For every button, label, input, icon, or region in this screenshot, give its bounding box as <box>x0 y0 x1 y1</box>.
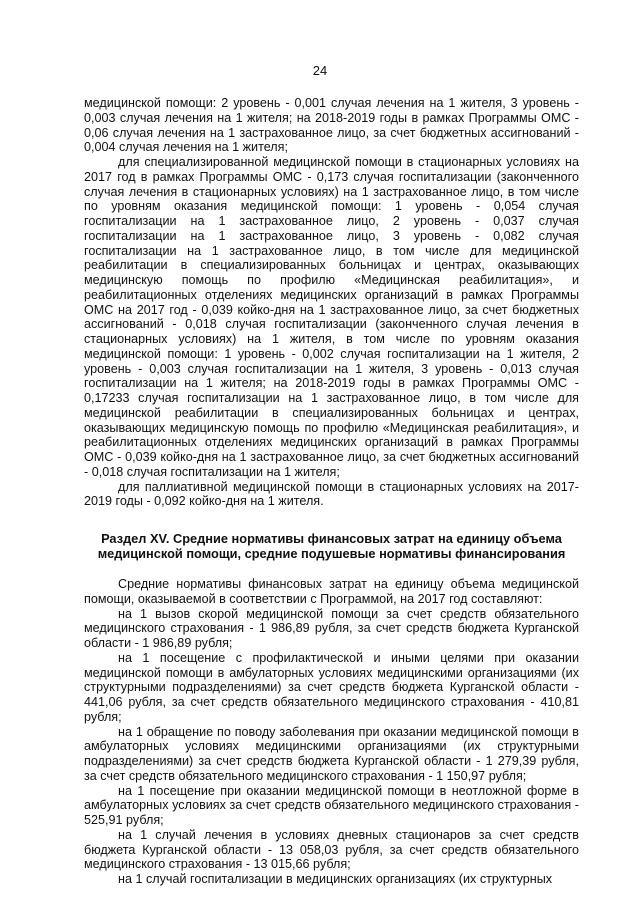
paragraph-emergency-call: на 1 вызов скорой медицинской помощи за счет средств обязательного медицинского страхования - 1 986,89 рубля, за счет средств бюджета Курганской области - 1 986,89 рубля; <box>84 606 579 650</box>
paragraph-day-hospital: на 1 случай лечения в условиях дневных стационаров за счет средств бюджета Курганской области - 13 058,03 рубля, за счет средств обязательного медицинского страхования - 13 015,66 рубля; <box>84 827 579 872</box>
page-number: 24 <box>312 63 328 78</box>
paragraph-intro: Средние нормативы финансовых затрат на единицу объема медицинской помощи, оказываемой в соответствии с Программой, на 2017 год составляют: <box>84 577 579 606</box>
section-heading: Раздел XV. Средние нормативы финансовых затрат на единицу объема медицинской помощи, средние подушевые нормативы финансирования <box>97 531 566 561</box>
paragraph-palliative-care: для паллиативной медицинской помощи в стационарных условиях на 2017-2019 годы - 0,092 койко-дня на 1 жителя. <box>84 479 579 509</box>
paragraph-continuation: медицинской помощи: 2 уровень - 0,001 случая лечения на 1 жителя, 3 уровень - 0,003 случая лечения на 1 жителя; на 2018-2019 годы в рамках Программы ОМС - 0,06 случая лечения на 1 застрахованное лицо, за счет бюджетных ассигнований - 0,004 случая лечения на 1 жителя; <box>84 96 579 155</box>
paragraph-hospitalization: на 1 случай госпитализации в медицинских организациях (их структурных <box>118 872 553 886</box>
paragraph-disease-appeal: на 1 обращение по поводу заболевания при оказании медицинской помощи в амбулаторных условиях медицинскими организациями (их структурными подразделениями) за счет средств бюджета Курганской области - 1 279,39 рубля, за счет средств обязательного медицинского страхования - 1 150,97 рубля; <box>84 724 579 783</box>
paragraph-specialized-care: для специализированной медицинской помощи в стационарных условиях на 2017 год в рамках Программы ОМС - 0,173 случая госпитализации (законченного случая лечения в стационарных условиях) на 1 застрахованное лицо, в том числе по уровням оказания медицинской помощи: 1 уровень - 0,054 случая госпитализации на 1 застрахованное лицо, 2 уровень - 0,037 случая госпитализации на 1 застрахованное лицо, 3 уровень - 0,082 случая госпитализации на 1 застрахованное лицо, в том числе для медицинской реабилитации в специализированных больницах и центрах, оказывающих медицинскую помощь по профилю «Медицинская реабилитация», и реабилитационных отделениях медицинских организаций в рамках Программы ОМС на 2017 год - 0,039 койко-дня на 1 застрахованное лицо, за счет бюджетных ассигнований - 0,018 случая госпитализации (законченного случая лечения в стационарных условиях) на 1 жителя, в том числе по уровням оказания медицинской помощи: 1 уровень - 0,002 случая госпитализации на 1 жителя, 2 уровень - 0,003 случая госпитализации на 1 жителя, 3 уровень - 0,013 случая госпитализации на 1 жителя; на 2018-2019 годы в рамках Программы ОМС - 0,17233 случая госпитализации на 1 застрахованное лицо, в том числе для медицинской реабилитации в специализированных больницах и центрах, оказывающих медицинскую помощь по профилю «Медицинская реабилитация», и реабилитационных отделениях медицинских организаций в рамках Программы ОМС - 0,039 койко-дня на 1 застрахованное лицо, за счет бюджетных ассигнований - 0,018 случая госпитализации на 1 жителя; <box>84 155 579 479</box>
document-body <box>84 96 579 887</box>
paragraph-urgent-visit: на 1 посещение при оказании медицинской помощи в неотложной форме в амбулаторных условиях за счет средств обязательного медицинского страхования - 525,91 рубля; <box>84 783 579 827</box>
paragraph-preventive-visit: на 1 посещение с профилактической и иными целями при оказании медицинской помощи в амбулаторных условиях медицинскими организациями (их структурными подразделениями) за счет средств бюджета Курганской области - 441,06 рубля, за счет средств обязательного медицинского страхования - 410,81 рубля; <box>84 650 579 724</box>
